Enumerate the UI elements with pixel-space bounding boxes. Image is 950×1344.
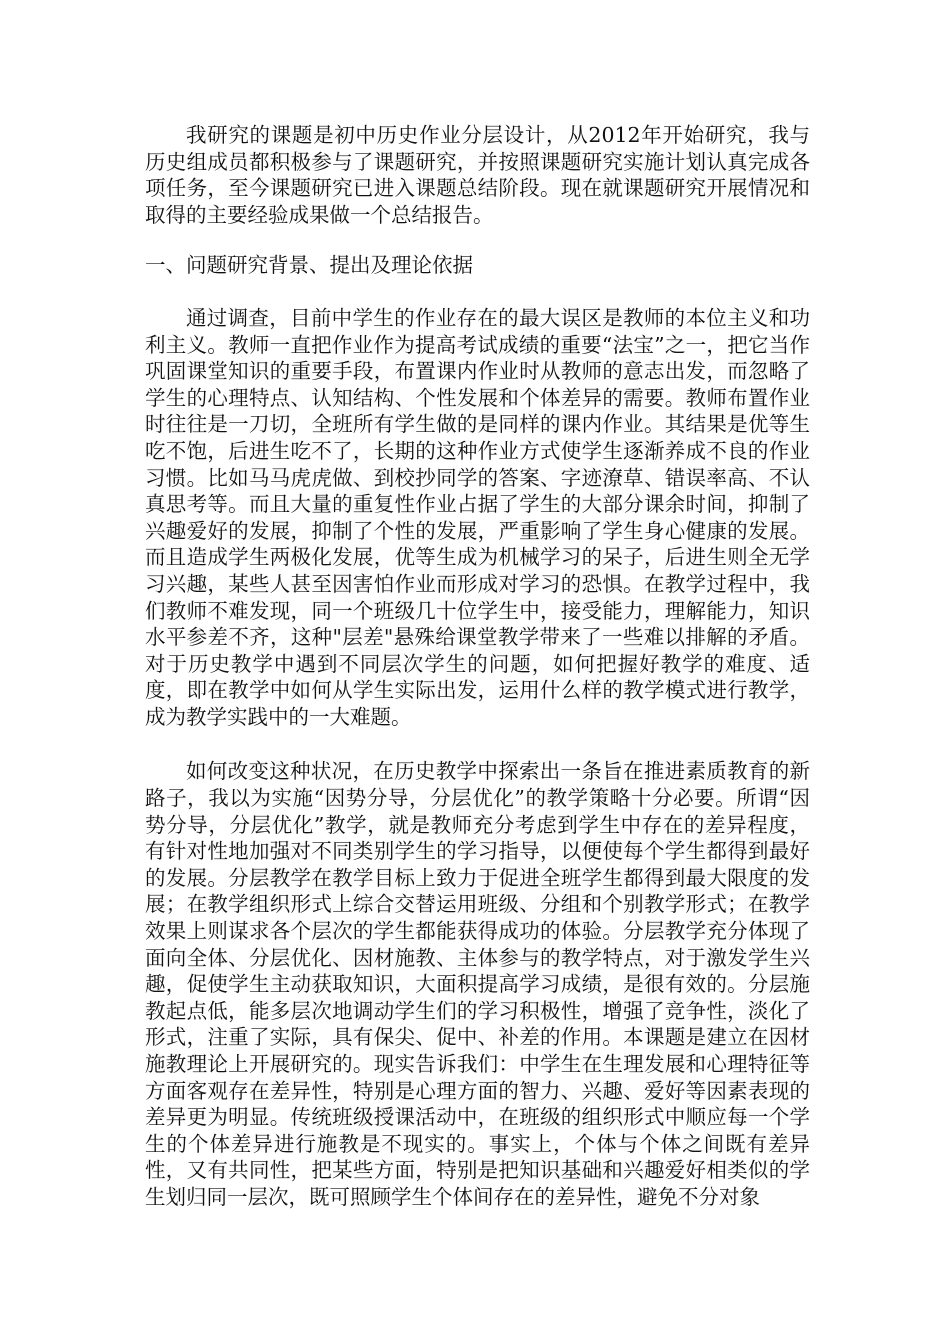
paragraph-spacer: [145, 228, 810, 252]
theory-paragraph: 如何改变这种状况，在历史教学中探索出一条旨在推进素质教育的新路子，我以为实施“因势分导，分层优化”的教学策略十分必要。所谓“因势分导，分层优化”教学，就是教师充分考虑到学生中存在的差异程度，有针对性地加强对不同类别学生的学习指导，以便使每个学生都得到最好的发展。分层教学在教学目标上致力于促进全班学生都得到最大限度的发展；在教学组织形式上综合交替运用班级、分组和个别教学形式；在教学效果上则谋求各个层次的学生都能获得成功的体验。分层教学充分体现了面向全体、分层优化、因材施教、主体参与的教学特点，对于激发学生兴趣，促使学生主动获取知识，大面积提高学习成绩，是很有效的。分层施教起点低，能多层次地调动学生们的学习积极性，增强了竞争性，淡化了形式，注重了实际，具有保尖、促中、补差的作用。本课题是建立在因材施教理论上开展研究的。现实告诉我们：中学生在生理发展和心理特征等方面客观存在差异性，特别是心理方面的智力、兴趣、爱好等因素表现的差异更为明显。传统班级授课活动中，在班级的组织形式中顺应每一个学生的个体差异进行施教是不现实的。事实上，个体与个体之间既有差异性，又有共同性，把某些方面，特别是把知识基础和兴趣爱好相类似的学生划归同一层次，既可照顾学生个体间存在的差异性，避免不分对象: [145, 759, 810, 1209]
paragraph-spacer: [145, 730, 810, 758]
intro-paragraph: 我研究的课题是初中历史作业分层设计，从2012年开始研究，我与历史组成员都积极参与了课题研究，并按照课题研究实施计划认真完成各项任务，至今课题研究已进入课题总结阶段。现在就课题研究开展情况和取得的主要经验成果做一个总结报告。: [145, 123, 810, 227]
background-paragraph: 通过调查，目前中学生的作业存在的最大误区是教师的本位主义和功利主义。教师一直把作业作为提高考试成绩的重要“法宝”之一，把它当作巩固课堂知识的重要手段，布置课内作业时从教师的意志出发，而忽略了学生的心理特点、认知结构、个性发展和个体差异的需要。教师布置作业时往往是一刀切，全班所有学生做的是同样的课内作业。其结果是优等生吃不饱，后进生吃不了，长期的这种作业方式使学生逐渐养成不良的作业习惯。比如马马虎虎做、到校抄同学的答案、字迹潦草、错误率高、不认真思考等。而且大量的重复性作业占据了学生的大部分课余时间，抑制了兴趣爱好的发展，抑制了个性的发展，严重影响了学生身心健康的发展。而且造成学生两极化发展，优等生成为机械学习的呆子，后进生则全无学习兴趣，某些人甚至因害怕作业而形成对学习的恐惧。在教学过程中，我们教师不难发现，同一个班级几十位学生中，接受能力，理解能力，知识水平参差不齐，这种"层差"悬殊给课堂教学带来了一些难以排解的矛盾。对于历史教学中遇到不同层次学生的问题，如何把握好教学的难度、适度，即在教学中如何从学生实际出发，运用什么样的教学模式进行教学，成为教学实践中的一大难题。: [145, 305, 810, 729]
document-page: [145, 122, 810, 1211]
section-heading: 一、问题研究背景、提出及理论依据: [145, 253, 473, 278]
paragraph-spacer: [145, 279, 810, 305]
